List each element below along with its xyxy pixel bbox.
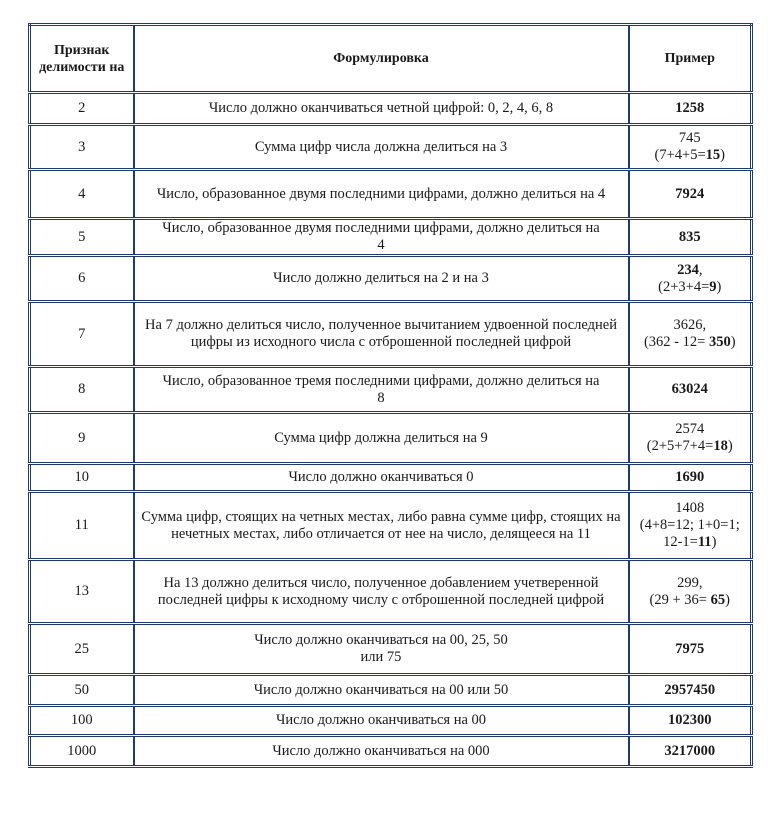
header-rule: Формулировка — [134, 25, 629, 93]
table-row — [30, 413, 752, 464]
example-text: 745 — [678, 130, 701, 146]
example-cell — [629, 170, 752, 219]
example-text: 1408 — [675, 500, 705, 516]
divisor-cell: 8 — [30, 367, 134, 413]
example-text: 299, — [677, 574, 703, 591]
example-cell — [629, 560, 752, 624]
example-text: 835 — [678, 228, 701, 245]
example-cell — [629, 302, 752, 367]
example-text: ) — [711, 534, 717, 550]
table-row — [30, 624, 752, 675]
rule-cell: Число должно оканчиваться 0 — [134, 464, 629, 492]
table-body — [30, 93, 752, 767]
rule-cell: Число, образованное двумя последними цифрами, должно делиться на 4 — [134, 170, 629, 219]
rule-cell: Сумма цифр должна делиться на 9 — [134, 413, 629, 464]
rule-cell: Сумма цифр числа должна делиться на 3 — [134, 125, 629, 170]
example-cell — [629, 706, 752, 736]
example-text: 15 — [705, 147, 721, 163]
table-row — [30, 367, 752, 413]
divisor-cell: 13 — [30, 560, 134, 624]
example-cell — [629, 736, 752, 767]
example-text: 3217000 — [664, 742, 716, 759]
example-text: ) — [725, 591, 730, 608]
divisor-cell: 100 — [30, 706, 134, 736]
table-row — [30, 125, 752, 170]
example-text: 1258 — [675, 100, 705, 116]
table-row — [30, 93, 752, 125]
divisor-cell: 6 — [30, 256, 134, 302]
example-text: 7975 — [675, 640, 705, 657]
example-text: 65 — [710, 591, 726, 608]
rule-cell: Число должно оканчиваться на 00, 25, 50 или 75 — [134, 624, 629, 675]
rule-cell: Число должно делиться на 2 и на 3 — [134, 256, 629, 302]
example-text: (362 - 12= — [643, 334, 709, 350]
example-text: ) — [730, 334, 736, 350]
example-text: 2574 — [675, 421, 705, 437]
example-text: 234 — [677, 261, 699, 278]
rule-cell: Число должно оканчиваться на 000 — [134, 736, 629, 767]
rule-cell: Число, образованное двумя последними цифрами, должно делиться на 4 — [134, 219, 629, 256]
example-cell — [629, 367, 752, 413]
example-cell — [629, 464, 752, 492]
divisor-cell: 4 — [30, 170, 134, 219]
divisor-cell: 11 — [30, 492, 134, 560]
table-row — [30, 736, 752, 767]
header-row — [30, 25, 752, 93]
example-text: 9 — [709, 278, 717, 295]
divisibility-table — [28, 23, 753, 768]
example-text: (4+8=12; 1+0=1; — [639, 517, 740, 533]
table-row — [30, 706, 752, 736]
divisor-cell: 1000 — [30, 736, 134, 767]
table-row — [30, 560, 752, 624]
header-divisor: Признак делимости на — [30, 25, 134, 93]
example-text: ) — [720, 147, 725, 163]
example-text: 1690 — [675, 469, 705, 485]
example-cell — [629, 125, 752, 170]
example-text: 18 — [713, 438, 728, 454]
example-text: 7924 — [675, 185, 705, 202]
example-text: 12-1= — [663, 534, 698, 550]
example-text: 2957450 — [664, 681, 716, 698]
divisor-cell: 9 — [30, 413, 134, 464]
example-text: 63024 — [671, 381, 708, 397]
example-text: 3626, — [673, 317, 707, 333]
divisor-cell: 5 — [30, 219, 134, 256]
example-text: 11 — [697, 534, 712, 550]
example-text: ) — [716, 278, 722, 295]
example-text: 350 — [708, 334, 731, 350]
header-example: Пример — [629, 25, 752, 93]
example-text: 102300 — [668, 712, 712, 728]
table-row — [30, 302, 752, 367]
divisor-cell: 7 — [30, 302, 134, 367]
rule-cell: На 13 должно делиться число, полученное добавлением учетверенной последней цифры к исходному числу с отброшенной последней цифрой — [134, 560, 629, 624]
example-cell — [629, 675, 752, 706]
divisor-cell: 25 — [30, 624, 134, 675]
divisor-cell: 2 — [30, 93, 134, 125]
example-cell — [629, 624, 752, 675]
example-text: (2+3+4= — [658, 278, 710, 295]
example-cell — [629, 219, 752, 256]
example-text: (7+4+5= — [654, 147, 706, 163]
divisor-cell: 10 — [30, 464, 134, 492]
example-cell — [629, 413, 752, 464]
example-text: ) — [727, 438, 733, 454]
rule-cell: Число должно оканчиваться четной цифрой: 0, 2, 4, 6, 8 — [134, 93, 629, 125]
divisor-cell: 50 — [30, 675, 134, 706]
table-row — [30, 464, 752, 492]
table-row — [30, 256, 752, 302]
table-row — [30, 492, 752, 560]
table-row — [30, 219, 752, 256]
rule-cell: Число должно оканчиваться на 00 — [134, 706, 629, 736]
example-text: , — [698, 261, 703, 278]
example-text: (2+5+7+4= — [646, 438, 714, 454]
rule-cell: Число должно оканчиваться на 00 или 50 — [134, 675, 629, 706]
table-row — [30, 170, 752, 219]
rule-cell: На 7 должно делиться число, полученное вычитанием удвоенной последней цифры из исходного числа с отброшенной последней цифрой — [134, 302, 629, 367]
rule-cell: Число, образованное тремя последними цифрами, должно делиться на 8 — [134, 367, 629, 413]
divisor-cell: 3 — [30, 125, 134, 170]
example-cell — [629, 492, 752, 560]
example-cell — [629, 256, 752, 302]
example-text: (29 + 36= — [649, 591, 711, 608]
example-cell — [629, 93, 752, 125]
table-row — [30, 675, 752, 706]
rule-cell: Сумма цифр, стоящих на четных местах, либо равна сумме цифр, стоящих на нечетных местах, либо отличается от нее на число, делящееся на 11 — [134, 492, 629, 560]
